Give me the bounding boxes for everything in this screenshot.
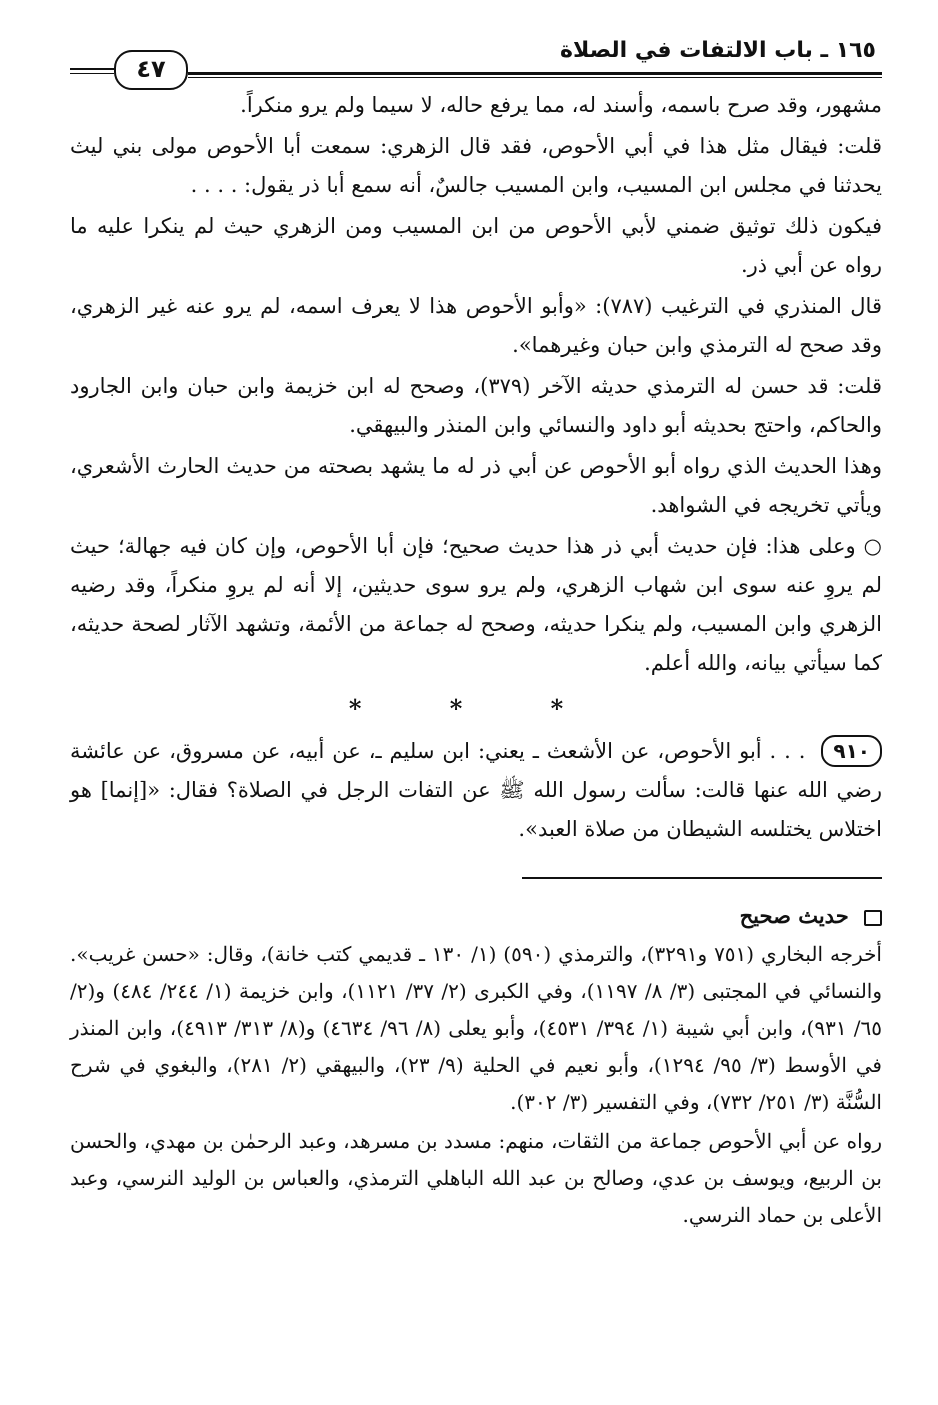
header-rule-thin — [188, 77, 882, 78]
paragraph: قال المنذري في الترغيب (٧٨٧): «وأبو الأحوص هذا لا يعرف اسمه، لم يرو عنه غير الزهري، وقد صحح له الترمذي وابن حبان وغيرهما». — [70, 294, 882, 357]
paragraph: قلت: فيقال مثل هذا في أبي الأحوص، فقد قال الزهري: سمعت أبا الأحوص مولى بني ليث يحدثنا في مجلس ابن المسيب، وابن المسيب جالسٌ، أنه سمع أبا ذر يقول: . . . . — [70, 134, 882, 197]
footnote-paragraph: رواه عن أبي الأحوص جماعة من الثقات، منهم: مسدد بن مسرهد، وعبد الرحمٰن بن مهدي، والحسن بن الربيع، ويوسف بن عدي، وصالح بن عبد الله الباهلي الترمذي، والعباس بن الوليد النرسي، وعبد الأعلى بن حماد النرسي. — [70, 1129, 882, 1227]
page-header — [70, 30, 882, 86]
main-text — [70, 86, 882, 849]
paragraph: فيكون ذلك توثيق ضمني لأبي الأحوص من ابن المسيب ومن الزهري حيث لم ينكرا عليه ما رواه عن أبي ذر. — [70, 214, 882, 277]
footnote-separator — [522, 877, 882, 879]
footnote-section — [70, 897, 882, 1234]
badge-rule-thin — [70, 73, 114, 74]
paragraph: قلت: قد حسن له الترمذي حديثه الآخر (٣٧٩)، وصحح له ابن خزيمة وابن حبان وابن الجارود والحاكم، واحتج بحديثه أبو داود والنسائي وابن المنذر والبيهقي. — [70, 374, 882, 437]
badge-rule — [70, 68, 114, 70]
footnote-title-row — [70, 897, 882, 934]
paragraph: مشهور، وقد صرح باسمه، وأسند له، مما يرفع حاله، لا سيما ولم يرو منكراً. — [240, 93, 882, 117]
book-icon — [864, 910, 882, 926]
paragraph: ○ وعلى هذا: فإن حديث أبي ذر هذا حديث صحيح؛ فإن أبا الأحوص، وإن كان فيه جهالة؛ حيث لم يروِ عنه سوى ابن شهاب الزهري، ولم يرو سوى حديثين، إلا أنه لم يروِ منكراً، وقد رضيه الزهري وابن المسيب، ولم ينكرا حديثه، وصحح له جماعة من الأئمة، وتشهد الآثار لصحة حديثه، كما سيأتي بيانه، والله أعلم. — [70, 534, 882, 675]
hadith-text: . . . أبو الأحوص، عن الأشعث ـ يعني: ابن سليم ـ، عن أبيه، عن مسروق، عن عائشة رضي الله عنها قالت: سألت رسول الله ﷺ عن التفات الرجل في الصلاة؟ فقال: «[إنما] هو اختلاس يختلسه الشيطان من صلاة العبد». — [70, 739, 882, 841]
footnote-paragraph: أخرجه البخاري (٧٥١ و٣٢٩١)، والترمذي (٥٩٠) (١/ ١٣٠ ـ قديمي كتب خانة)، وقال: «حسن غريب». والنسائي في المجتبى (٣/ ٨/ ١١٩٧)، وفي الكبرى (٢/ ٣٧/ ١١٢١)، وابن خزيمة (١/ ٢٤٤/ ٤٨٤) و(٢/ ٦٥/ ٩٣١)، وابن أبي شيبة (١/ ٣٩٤/ ٤٥٣١)، وأبو يعلى (٨/ ٩٦/ ٤٦٣٤) و(٨/ ٣١٣/ ٤٩١٣)، وابن المنذر في الأوسط (٣/ ٩٥/ ١٢٩٤)، وأبو نعيم في الحلية (٩/ ٢٣)، والبيهقي (٢/ ٢٨١)، والبغوي في شرح السُّنَّة (٣/ ٢٥١/ ٧٣٢)، وفي التفسير (٣/ ٣٠٢). — [70, 942, 883, 1114]
header-rule — [188, 72, 882, 75]
book-page — [70, 30, 882, 1236]
paragraph: وهذا الحديث الذي رواه أبو الأحوص عن أبي ذر له ما يشهد بصحته من حديث الحارث الأشعري، ويأتي تخريجه في الشواهد. — [70, 454, 882, 517]
footnote-title: حديث صحيح — [739, 903, 849, 928]
hadith-block — [70, 732, 882, 849]
section-divider-stars: * * * — [348, 694, 604, 723]
chapter-title: ١٦٥ ـ باب الالتفات في الصلاة — [560, 38, 876, 63]
hadith-number: ٩١٠ — [821, 735, 882, 767]
page-number: ٤٧ — [114, 50, 188, 90]
